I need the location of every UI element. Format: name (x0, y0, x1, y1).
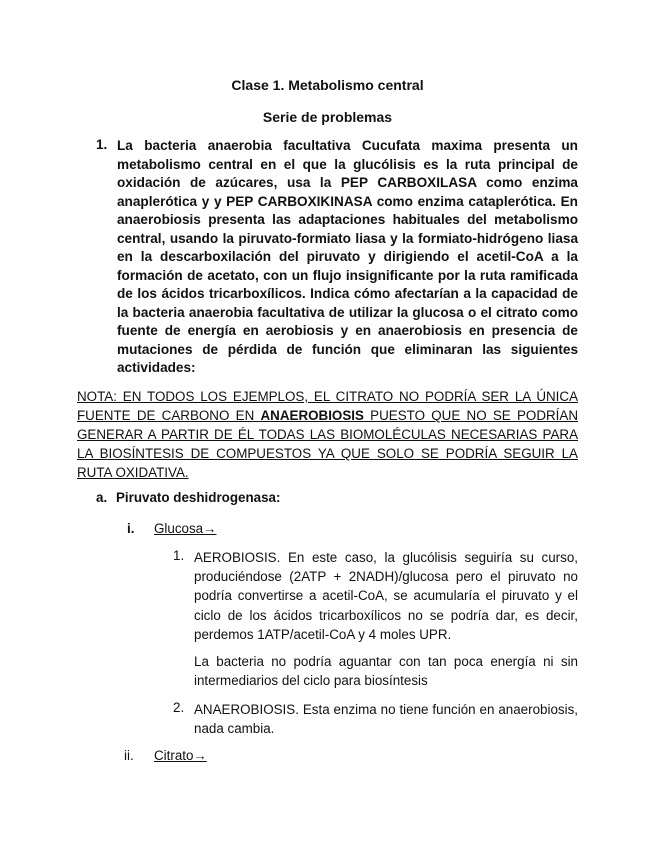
list-item-extra: La bacteria no podría aguantar con tan poca energía ni sin intermediarios del ciclo para biosíntesis (194, 654, 578, 689)
document-subtitle: Serie de problemas (262, 109, 393, 125)
list-item-number: 2. (173, 700, 185, 715)
subsection-ii-label: ii. (124, 748, 134, 763)
list-item-text: ANAEROBIOSIS. Esta enzima no tiene función en anaerobiosis, nada cambia. (194, 702, 578, 737)
note-paragraph (77, 387, 578, 482)
list-item-number: 1. (173, 548, 185, 563)
question-text: La bacteria anaerobia facultativa Cucufata maxima presenta un metabolismo central en el que la glucólisis es la ruta principal de oxidación de azúcares, usa la PEP CARBOXILASA como enzima anaplerótica y y PEP CARBOXIKINASA como enzima cataplerótica. En anaerobiosis presenta las adaptaciones habituales del metabolismo central, usando la piruvato-formiato liasa y la formiato-hidrógeno liasa en la descarboxilación del piruvato y dirigiendo el acetil-CoA a la formación de acetato, con un flujo insignificante por la ruta ramificada de los ácidos tricarboxílicos. Indica cómo afectarían a la capacidad de la bacteria anaerobia facultativa de utilizar la glucosa o el citrato como fuente de energía en aerobiosis y en anaerobiosis en presencia de mutaciones de pérdida de función que eliminaran las siguientes actividades: (117, 138, 578, 375)
subsection-ii-title: Citrato→ (154, 748, 207, 763)
section-a-label: a. (96, 490, 108, 505)
subsection-i-label: i. (127, 521, 135, 536)
note-text-before: NOTA: EN TODOS LOS EJEMPLOS, EL CITRATO NO PODRÍA SER LA ÚNICA FUENTE DE CARBONO EN (77, 389, 578, 423)
subsection-i-title: Glucosa→ (154, 521, 217, 536)
question-number: 1. (96, 137, 108, 152)
document-title: Clase 1. Metabolismo central (231, 77, 424, 93)
list-item-text: AEROBIOSIS. En este caso, la glucólisis seguiría su curso, produciéndose (2ATP + 2NADH)/glucosa pero el piruvato no podría convertirse a acetil-CoA, se acumularía el piruvato y el ciclo de los ácidos tricarboxílicos no se podría dar, es decir, perdemos 1ATP/acetil-CoA y 4 moles UPR. (194, 550, 578, 642)
note-text-after: PUESTO QUE NO SE PODRÍAN GENERAR A PARTIR DE ÉL TODAS LAS BIOMOLÉCULAS NECESARIAS PARA LA BIOSÍNTESIS DE COMPUESTOS YA QUE SOLO SE PODRÍA SEGUIR LA RUTA OXIDATIVA. (77, 408, 578, 480)
section-a-title: Piruvato deshidrogenasa: (116, 490, 281, 505)
note-text-bold: ANAEROBIOSIS (260, 408, 364, 423)
